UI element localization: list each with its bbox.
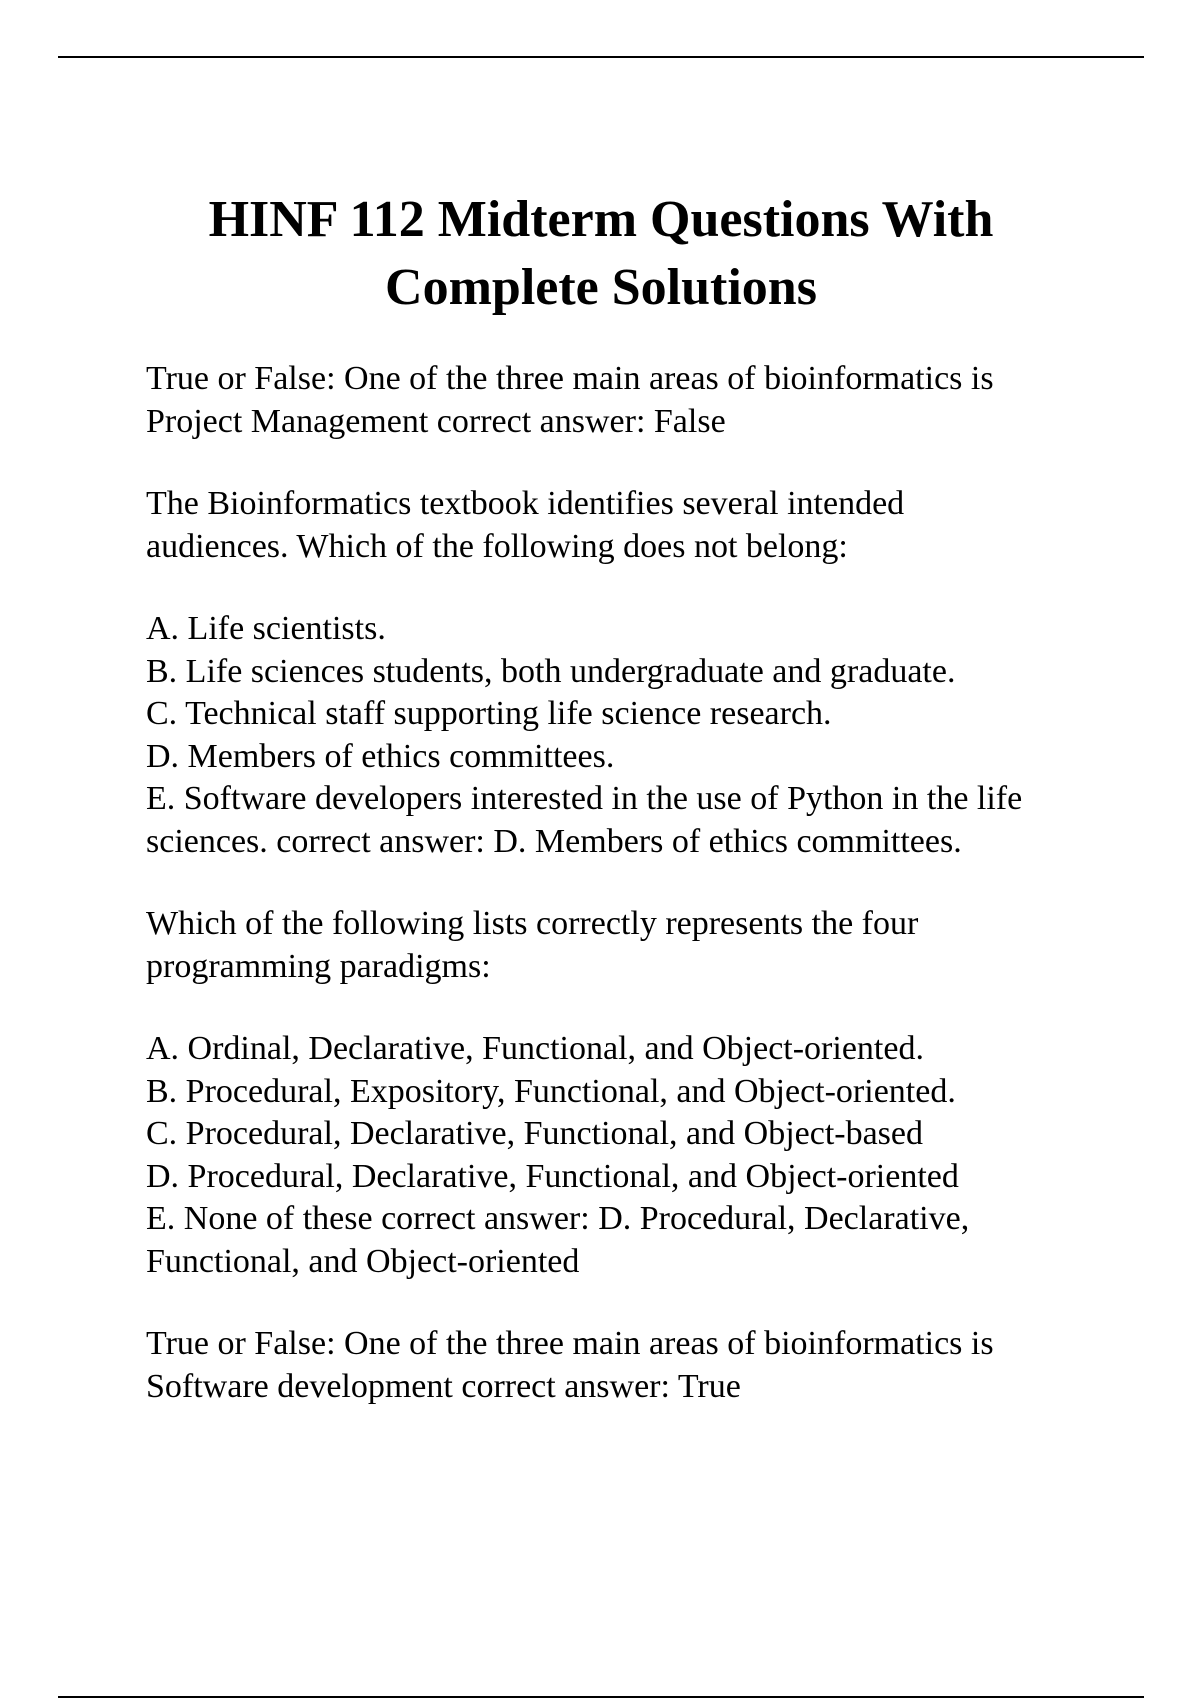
option-line: A. Ordinal, Declarative, Functional, and Object-oriented.: [146, 1030, 924, 1067]
question-intended-audiences: [146, 483, 1096, 568]
option-line: Functional, and Object-oriented: [146, 1242, 580, 1280]
option-line: C. Procedural, Declarative, Functional, and Object-based: [146, 1115, 924, 1152]
question-true-false-project-management: [146, 358, 1096, 443]
text-line: Software development correct answer: True: [146, 1367, 741, 1405]
text-line: True or False: One of the three main areas of bioinformatics is: [146, 360, 994, 397]
question-true-false-software-development: [146, 1323, 1096, 1408]
text-line: Project Management correct answer: False: [146, 402, 726, 440]
bottom-rule: [58, 1696, 1144, 1698]
option-line: E. None of these correct answer: D. Procedural, Declarative,: [146, 1200, 970, 1237]
text-line: The Bioinformatics textbook identifies several intended: [146, 485, 905, 522]
document-body: [146, 358, 1096, 1448]
option-line: B. Life sciences students, both undergraduate and graduate.: [146, 652, 956, 690]
question-programming-paradigms: [146, 903, 1096, 988]
answer-options-audiences: [146, 608, 1096, 863]
document-title: [58, 186, 1144, 322]
option-line: E. Software developers interested in the use of Python in the life: [146, 780, 1023, 817]
option-line: B. Procedural, Expository, Functional, and Object-oriented.: [146, 1072, 956, 1110]
top-rule: [58, 56, 1144, 58]
option-line: C. Technical staff supporting life science research.: [146, 695, 832, 732]
text-line: Which of the following lists correctly represents the four: [146, 905, 919, 942]
option-line: D. Procedural, Declarative, Functional, and Object-oriented: [146, 1157, 959, 1195]
option-line: sciences. correct answer: D. Members of ethics committees.: [146, 822, 962, 860]
title-line: Complete Solutions: [385, 259, 817, 316]
title-line: HINF 112 Midterm Questions With: [208, 191, 994, 248]
option-line: A. Life scientists.: [146, 610, 386, 647]
text-line: audiences. Which of the following does not belong:: [146, 527, 848, 565]
text-line: programming paradigms:: [146, 947, 491, 985]
text-line: True or False: One of the three main areas of bioinformatics is: [146, 1325, 994, 1362]
option-line: D. Members of ethics committees.: [146, 737, 615, 775]
answer-options-paradigms: [146, 1028, 1096, 1283]
